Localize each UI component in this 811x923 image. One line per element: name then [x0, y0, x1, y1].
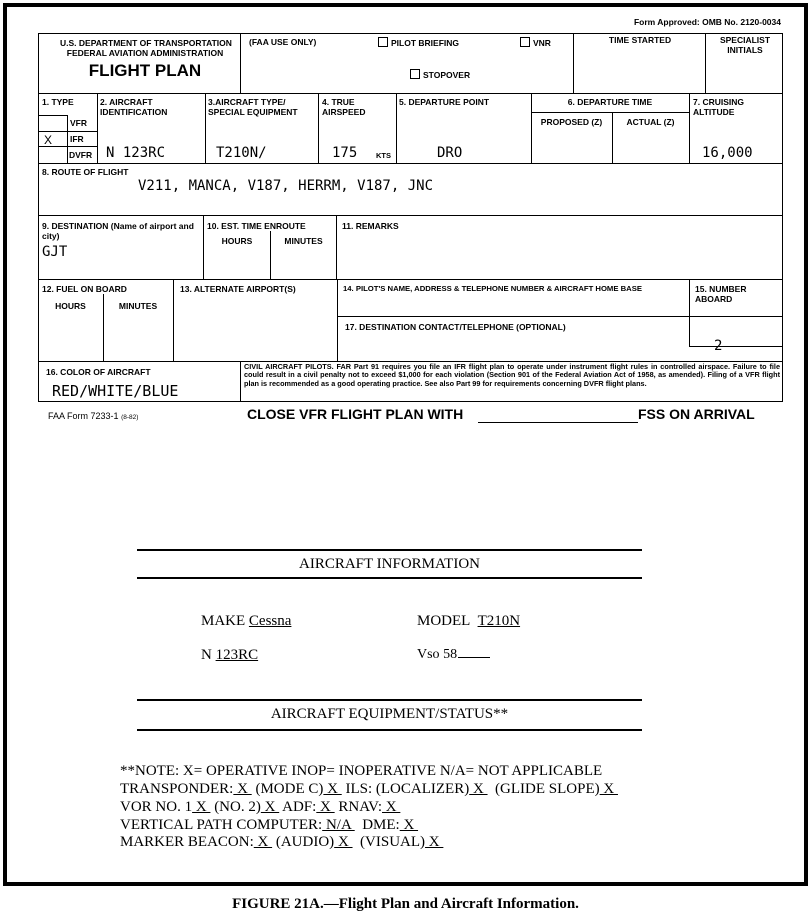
ete-hours-label: HOURS — [221, 236, 253, 246]
equipment-item-status[interactable]: X — [334, 834, 353, 851]
equipment-item-status[interactable]: X — [316, 798, 335, 815]
route-label: 8. ROUTE OF FLIGHT — [42, 167, 129, 177]
form-title: FLIGHT PLAN — [88, 61, 202, 80]
number-aboard-value[interactable]: 2 — [714, 338, 723, 354]
fuel-minutes-label: MINUTES — [118, 301, 158, 311]
dest-contact-label: 17. DESTINATION CONTACT/TELEPHONE (OPTIONAL) — [345, 322, 566, 332]
type-ifr-mark[interactable]: X — [44, 133, 53, 147]
figure-caption: FIGURE 21A.—Flight Plan and Aircraft Information. — [232, 896, 579, 912]
agency-line-1: U.S. DEPARTMENT OF TRANSPORTATION — [60, 38, 232, 48]
form-outline — [38, 33, 783, 402]
aircraft-id-value[interactable]: N 123RC — [106, 145, 166, 161]
equipment-row — [120, 834, 618, 852]
equipment-list — [120, 781, 618, 852]
equipment-item-status[interactable]: X — [399, 816, 419, 833]
equipment-item-label: ADF: — [279, 798, 317, 815]
equipment-item-label: VERTICAL PATH COMPUTER: — [120, 816, 323, 833]
equipment-item-label: DME: — [354, 816, 400, 833]
type-vfr-label: VFR — [70, 118, 87, 128]
ete-minutes-label: MINUTES — [284, 236, 323, 246]
type-dvfr-label: DVFR — [69, 150, 93, 160]
color-value[interactable]: RED/WHITE/BLUE — [52, 382, 179, 400]
equipment-note: **NOTE: X= OPERATIVE INOP= INOPERATIVE N/A= NOT APPLICABLE — [120, 763, 603, 779]
close-vfr-left: CLOSE VFR FLIGHT PLAN WITH — [247, 406, 464, 422]
cruising-altitude-value[interactable]: 16,000 — [702, 145, 753, 161]
equipment-item-status[interactable]: X — [260, 798, 280, 815]
equipment-item-label: RNAV: — [334, 798, 383, 815]
stopover-checkbox[interactable] — [410, 69, 420, 79]
faa-use-only-label: (FAA USE ONLY) — [249, 37, 317, 47]
pilot-briefing-checkbox[interactable] — [378, 37, 388, 47]
departure-time-label: 6. DEPARTURE TIME — [567, 97, 653, 107]
equipment-item-label: ILS: (LOCALIZER) — [341, 781, 470, 797]
equipment-item-label: (VISUAL) — [352, 834, 426, 851]
aircraft-type-value[interactable]: T210N/ — [216, 145, 267, 161]
true-airspeed-label: 4. TRUE AIRSPEED — [322, 97, 366, 117]
make-value: Cessna — [248, 613, 292, 629]
true-airspeed-unit: KTS — [376, 151, 391, 160]
omb-approval: Form Approved: OMB No. 2120-0034 — [633, 17, 781, 27]
destination-label: 9. DESTINATION (Name of airport and city) — [42, 221, 194, 241]
make-field: MAKE Cessna — [201, 613, 292, 629]
cruising-altitude-label: 7. CRUISING ALTITUDE — [693, 97, 745, 117]
civil-notice: CIVIL AIRCRAFT PILOTS. FAR Part 91 requires you file an IFR flight plan to operate under instrument flight rules in controlled airspace. Failure to file could result in a civil penalty not to exceed $1,000 for each violation (Section 901 of the Federal Aviation Act of 1958, as amended). Filing of a VFR flight plan is recommended as a good operating practice. See also Part 99 for requirements concerning DVFR flight plans. — [244, 362, 780, 388]
close-vfr-fss-blank[interactable] — [478, 422, 638, 423]
equipment-item-status[interactable]: X — [425, 834, 444, 851]
aircraft-id-label: 2. AIRCRAFT IDENTIFICATION — [100, 97, 168, 117]
equipment-item-label: (MODE C) — [251, 781, 324, 797]
equipment-item-label: VOR NO. 1 — [120, 798, 193, 815]
color-label: 16. COLOR OF AIRCRAFT — [46, 367, 151, 377]
equipment-item-status[interactable]: X — [253, 834, 273, 851]
ete-label: 10. EST. TIME ENROUTE — [207, 221, 306, 231]
equipment-item-status[interactable]: N/A — [322, 816, 355, 833]
equipment-item-label: TRANSPONDER: — [120, 781, 234, 797]
model-field: MODEL T210N — [417, 613, 521, 629]
equipment-item-status[interactable]: X — [469, 781, 488, 797]
vso-value: 58 — [443, 647, 458, 662]
n-number-field: N 123RC — [201, 647, 259, 663]
stopover-field[interactable]: STOPOVER — [410, 69, 470, 80]
equipment-item-label: MARKER BEACON: — [120, 834, 254, 851]
equipment-item-status[interactable]: X — [382, 798, 401, 815]
equipment-item-status[interactable]: X — [323, 781, 342, 797]
vnr-checkbox[interactable] — [520, 37, 530, 47]
fuel-label: 12. FUEL ON BOARD — [42, 284, 127, 294]
close-vfr-right: FSS ON ARRIVAL — [638, 406, 755, 422]
equipment-row — [120, 817, 618, 835]
destination-value[interactable]: GJT — [42, 244, 68, 260]
time-started-label: TIME STARTED — [608, 35, 672, 45]
equipment-row — [120, 781, 618, 799]
vso-field: Vso 58 — [417, 647, 490, 663]
agency-line-2: FEDERAL AVIATION ADMINISTRATION — [66, 48, 224, 58]
equipment-item-status[interactable]: X — [192, 798, 211, 815]
proposed-time-label: PROPOSED (Z) — [540, 117, 603, 127]
equipment-item-status[interactable]: X — [233, 781, 252, 797]
form-number: FAA Form 7233-1 (8-82) — [48, 411, 139, 421]
aircraft-info-heading: AIRCRAFT INFORMATION — [299, 556, 480, 572]
equipment-heading: AIRCRAFT EQUIPMENT/STATUS** — [270, 706, 509, 722]
departure-point-value[interactable]: DRO — [437, 145, 463, 161]
equipment-item-label: (GLIDE SLOPE) — [487, 781, 600, 797]
specialist-initials-label: SPECIALIST INITIALS — [719, 35, 771, 55]
equipment-row — [120, 799, 618, 817]
model-value: T210N — [477, 613, 521, 629]
equipment-item-status[interactable]: X — [599, 781, 618, 797]
vnr-field[interactable]: VNR — [520, 37, 551, 48]
fuel-hours-label: HOURS — [55, 301, 86, 311]
pilot-briefing-field[interactable]: PILOT BRIEFING — [378, 37, 459, 48]
true-airspeed-value[interactable]: 175 — [332, 145, 358, 161]
n-number-value: 123RC — [215, 647, 259, 663]
aircraft-type-label: 3.AIRCRAFT TYPE/ SPECIAL EQUIPMENT — [208, 97, 298, 117]
alternate-label: 13. ALTERNATE AIRPORT(S) — [180, 284, 296, 294]
equipment-item-label: (AUDIO) — [272, 834, 335, 851]
departure-point-label: 5. DEPARTURE POINT — [399, 97, 490, 107]
equipment-item-label: (NO. 2) — [210, 798, 261, 815]
pilot-info-label: 14. PILOT'S NAME, ADDRESS & TELEPHONE NUMBER & AIRCRAFT HOME BASE — [343, 284, 642, 293]
number-aboard-label: 15. NUMBER ABOARD — [695, 284, 747, 304]
type-label: 1. TYPE — [42, 97, 74, 107]
type-ifr-label: IFR — [70, 134, 84, 144]
actual-time-label: ACTUAL (Z) — [626, 117, 675, 127]
route-value[interactable]: V211, MANCA, V187, HERRM, V187, JNC — [138, 178, 434, 194]
remarks-label: 11. REMARKS — [342, 221, 399, 231]
